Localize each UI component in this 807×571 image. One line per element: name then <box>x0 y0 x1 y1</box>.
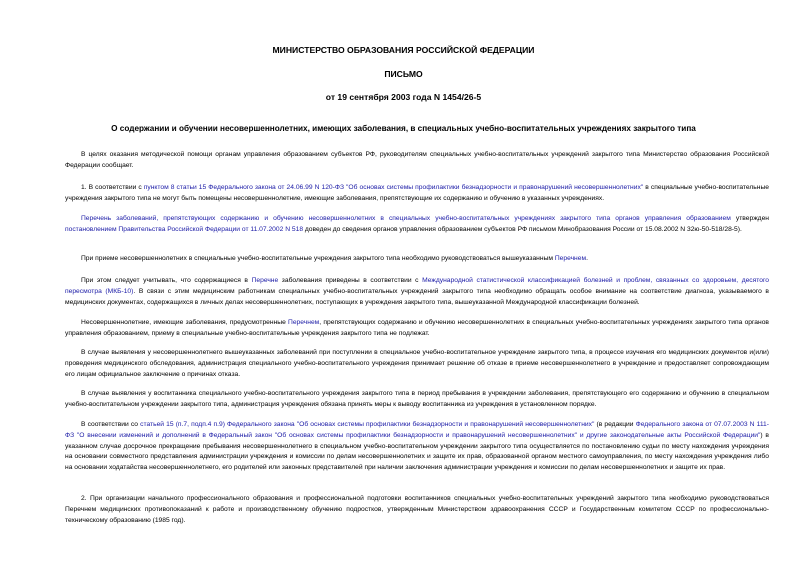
paragraph-not-admitted: Несовершеннолетние, имеющие заболевания, предусмотренные Перечнем, препятствующих содержанию и обучению несовершеннолетних в специальных учебно-воспитательных учреждениях закрытого типа органов управления образованием, приему в специальные учебно-воспитательные учреждения закрытого типа не подлежат. <box>65 319 769 337</box>
law-120fz-article15-link[interactable]: пунктом 8 статьи 15 Федерального закона от 24.06.99 N 120-ФЗ "Об основах системы профилактики безнадзорности и правонарушений несовершеннолетних" <box>143 184 644 191</box>
paragraph-list-approved: Перечень заболеваний, препятствующих содержанию и обучению несовершеннолетних в специальных учебно-воспитательных учреждениях закрытого типа органов управления образованием утвержден постановлением Правительства Российской Федерации от 11.07.2002 N 518 доведен до сведения органов управления образованием субъектов РФ письмом Минобразования России от 15.08.2002 N 32ю-50-518/28-5). <box>65 215 769 233</box>
document-date-number: от 19 сентября 2003 года N 1454/26-5 <box>325 92 482 102</box>
paragraph-2: 2. При организации начального профессионального образования и профессиональной подготовки воспитанников специальных учебно-воспитательных учреждений закрытого типа необходимо руководствоваться Перечнем медицинских противопоказаний к работе и производственному обучению подростков, утвержденным Министерством здравоохранения СССР и Государственным комитетом СССР по профессионально-техническому образованию (1985 год). <box>65 495 769 524</box>
paragraph-detection-stay: В случае выявления у воспитанника специального учебно-воспитательного учреждения закрытого типа в период пребывания в учреждении заболевания, препятствующего его содержанию и обучению в специальном учебно-воспитательном учреждении закрытого типа, администрация учреждения обязана принять меры к выводу воспитанника из учреждения в установленном порядке. <box>65 390 769 408</box>
paragraph-detection-admission: В случае выявления у несовершеннолетнего вышеуказанных заболеваний при поступлении в специальное учебно-воспитательное учреждение закрытого типа, в процессе изучения его медицинских документов и(или) проведения медицинского обследования, администрация специального учебно-воспитательного учреждения принимает решение об отказе в приеме несовершеннолетнего в учреждение и предоставляет сопровождающим его лицам официальное заключение о причинах отказа. <box>65 349 769 378</box>
icd10-link[interactable]: Международной статистической классификацией болезней и проблем, связанных со здоровьем, десятого пересмотра (МКБ-10) <box>65 277 769 295</box>
law-111fz-link[interactable]: Федерального закона от 07.07.2003 N 111-ФЗ "О внесении изменений и дополнений в Федеральный закон "Об основах системы профилактики безнадзорности и правонарушений несовершеннолетних" и другие законодательные акты Российской Федерации" <box>65 421 769 439</box>
ministry-heading: МИНИСТЕРСТВО ОБРАЗОВАНИЯ РОССИЙСКОЙ ФЕДЕРАЦИИ <box>272 45 535 55</box>
list-link[interactable]: Перечнем <box>554 255 587 262</box>
paragraph-icd10: При этом следует учитывать, что содержащиеся в Перечне заболевания приведены в соответствии с Международной статистической классификацией болезней и проблем, связанных со здоровьем, десятого пересмотра (МКБ-10). В связи с этим медицинским работникам специальных учебно-воспитательных учреждений закрытого типа необходимо обращать особое внимание на соответствие диагноза, указываемого в медицинских документах, содержащихся в личных делах несовершеннолетних, поступающих в учреждения закрытого типа, вышеуказанной Международной классификации болезней. <box>65 277 769 306</box>
list-link-2[interactable]: Перечне <box>251 277 279 284</box>
paragraph-intro: В целях оказания методической помощи органам управления образованием субъектов РФ, руководителям специальных учебно-воспитательных учреждений закрытого типа Министерство образования Российской Федерации сообщает. <box>65 151 769 169</box>
diseases-list-link[interactable]: Перечень заболеваний, препятствующих содержанию и обучению несовершеннолетних в специальных учебно-воспитательных учреждениях закрытого типа органов управления образованием <box>81 215 731 222</box>
list-link-3[interactable]: Перечнем <box>288 319 320 326</box>
document-type: ПИСЬМО <box>384 69 423 79</box>
paragraph-admission: При приеме несовершеннолетних в специальные учебно-воспитательные учреждения закрытого типа необходимо руководствоваться вышеуказанным Перечнем. <box>81 255 588 262</box>
document-title: О содержании и обучении несовершеннолетних, имеющих заболевания, в специальных учебно-воспитательных учреждениях закрытого типа <box>111 124 696 133</box>
government-resolution-518-link[interactable]: постановлением Правительства Российской Федерации от 11.07.2002 N 518 <box>65 225 304 233</box>
article15-link[interactable]: статьей 15 (п.7, подп.4 п.9) Федерального закона "Об основах системы профилактики безнадзорности и правонарушений несовершеннолетних" <box>140 421 595 428</box>
paragraph-early-termination: В соответствии со статьей 15 (п.7, подп.4 п.9) Федерального закона "Об основах системы профилактики безнадзорности и правонарушений несовершеннолетних" (в редакции Федерального закона от 07.07.2003 N 111-ФЗ "О внесении изменений и дополнений в Федеральный закон "Об основах системы профилактики безнадзорности и правонарушений несовершеннолетних" и другие законодательные акты Российской Федерации") в указанном случае досрочное прекращение пребывания несовершеннолетнего в специальном учебно-воспитательном учреждении закрытого типа осуществляется по постановлению судьи по месту нахождения учреждения на основании совместного представления администрации учреждения и комиссии по делам несовершеннолетних и защите их прав, образованной органом местного самоуправления, по месту нахождения учреждения либо на основании ходатайства несовершеннолетнего, его родителей или законных представителей при наличии заключения администрации учреждения и комиссии по делам несовершеннолетних и защите их прав. <box>65 421 769 472</box>
paragraph-1: 1. В соответствии с пунктом 8 статьи 15 Федерального закона от 24.06.99 N 120-ФЗ "Об основах системы профилактики безнадзорности и правонарушений несовершеннолетних" в специальные учебно-воспитательные учреждения закрытого типа не могут быть помещены несовершеннолетние, имеющие заболевания, препятствующие их содержанию и обучению в указанных учреждениях. <box>65 184 769 202</box>
